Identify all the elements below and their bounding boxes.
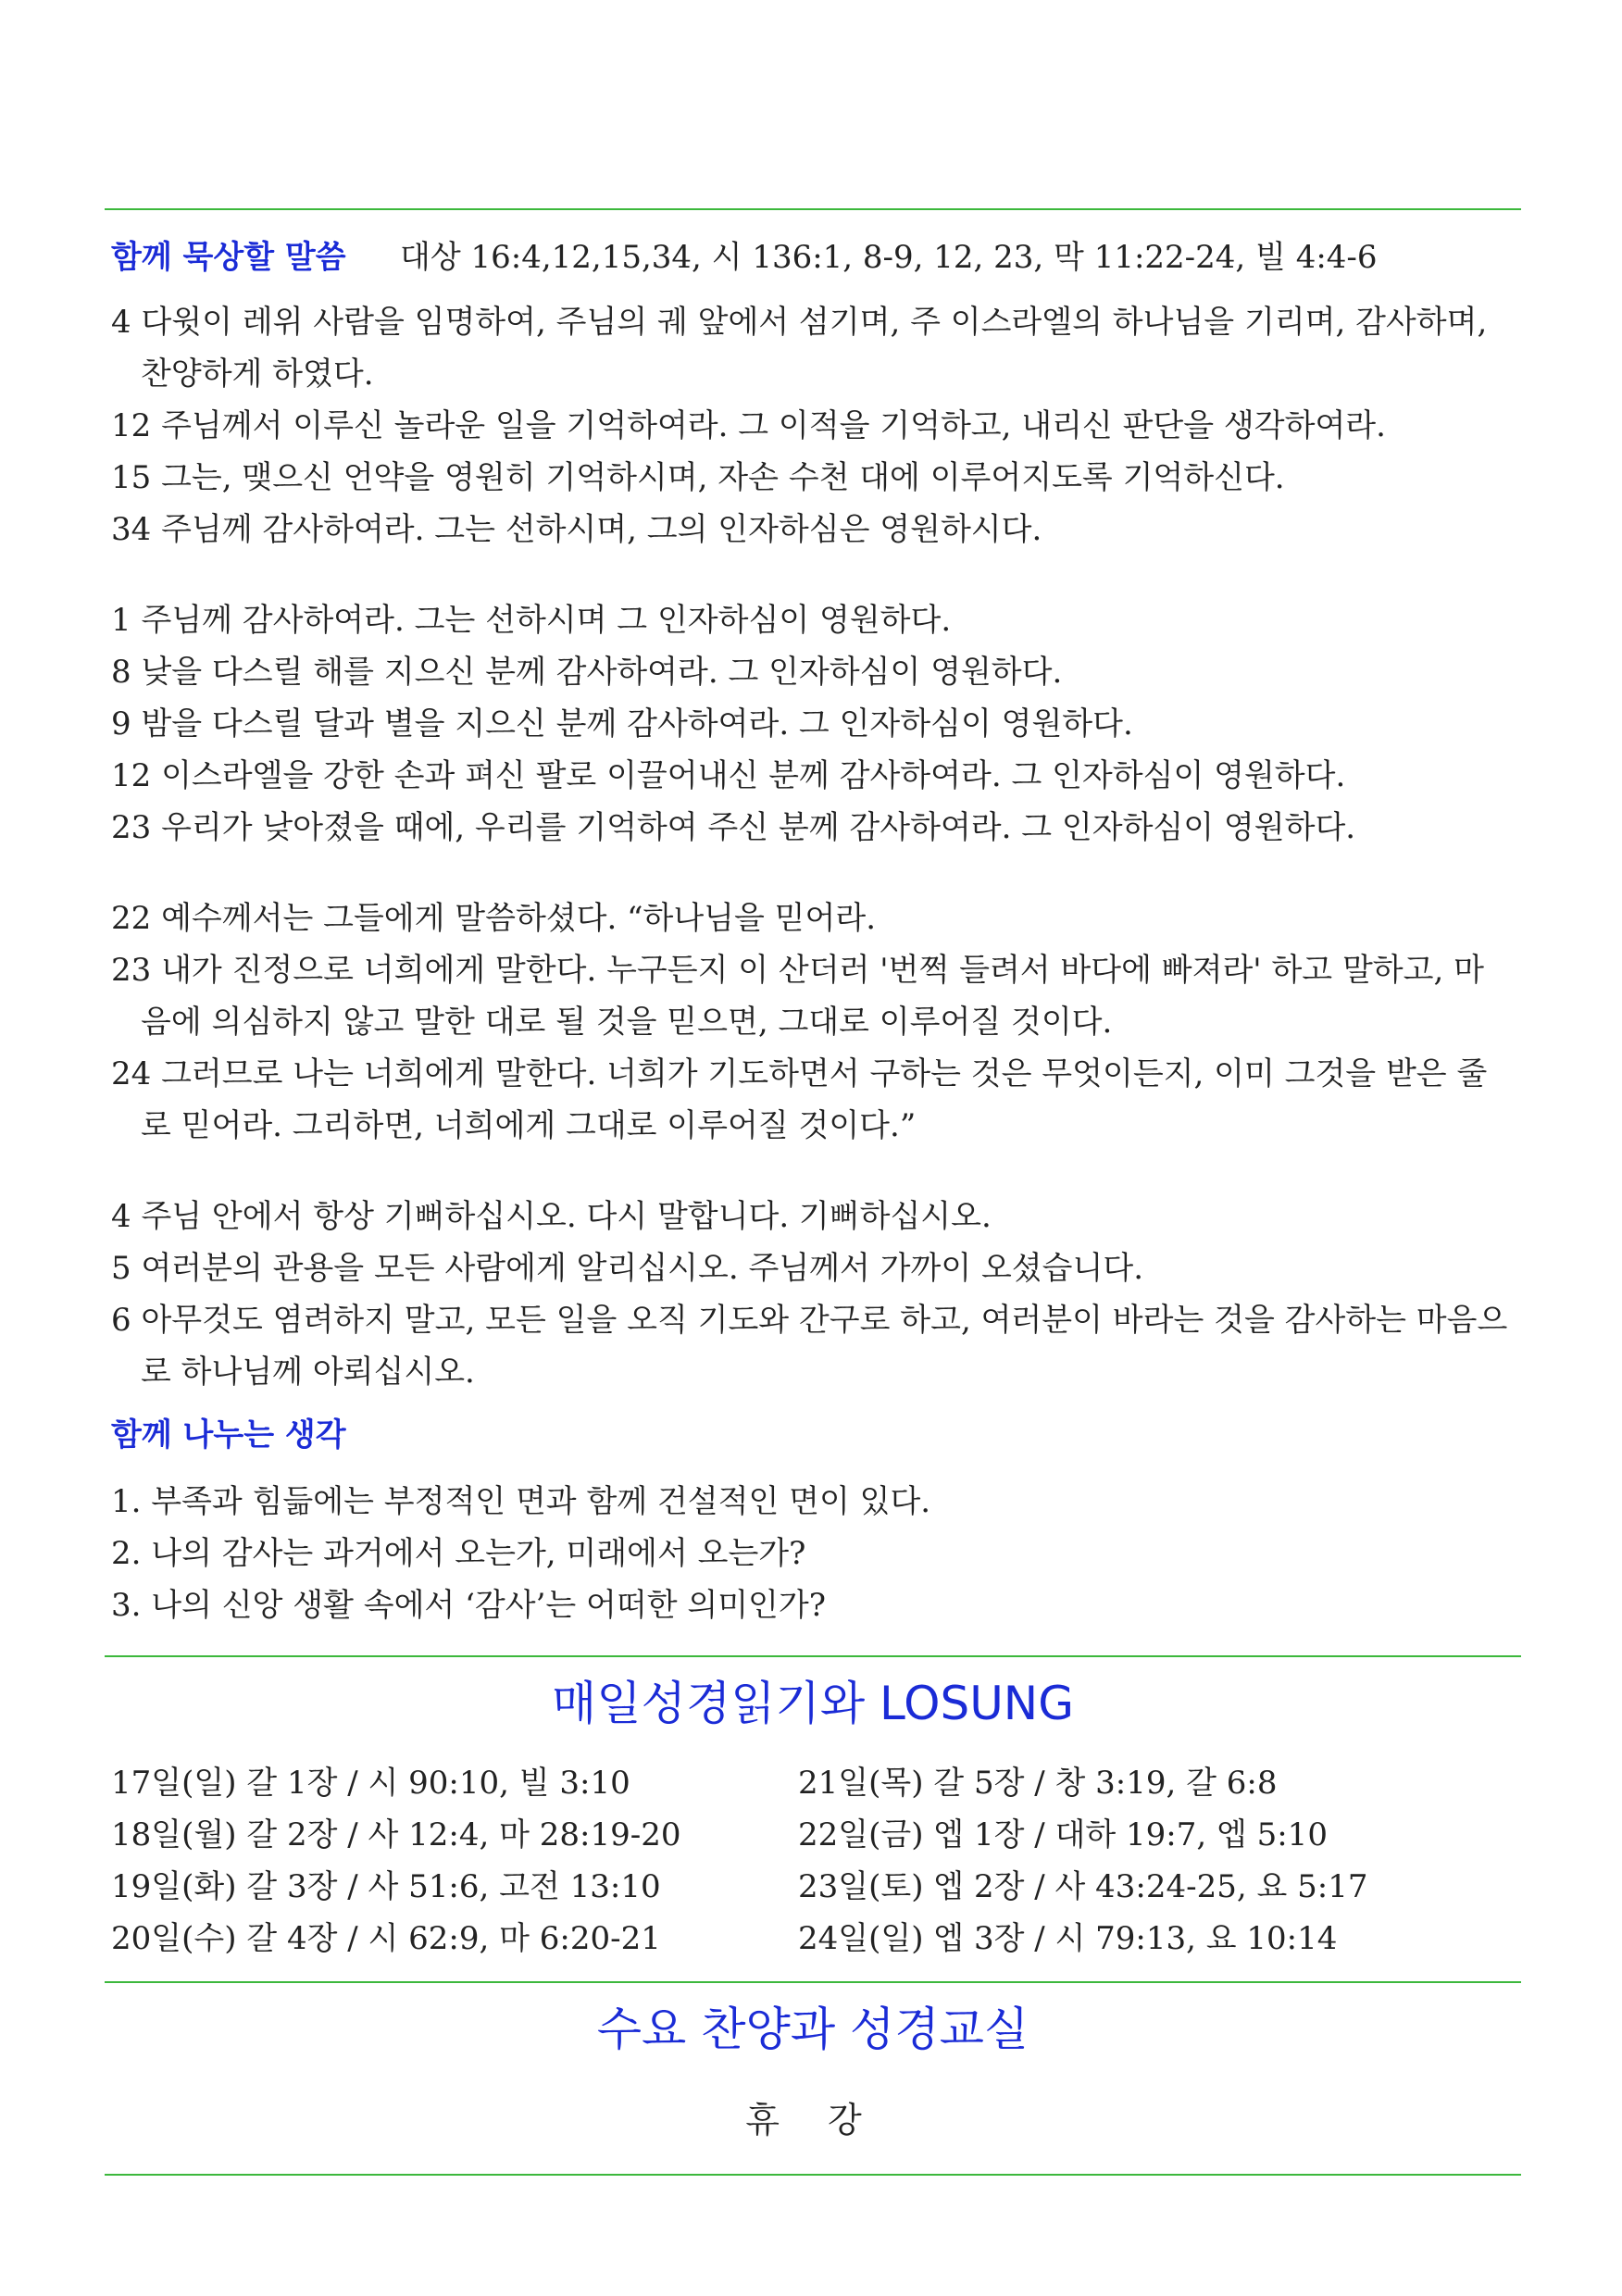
sharing-item: 2. 나의 감사는 과거에서 오는가, 미래에서 오는가?: [111, 1535, 806, 1572]
verse-line: 4 주님 안에서 항상 기뻐하십시오. 다시 말합니다. 기뻐하십시오.: [111, 1198, 992, 1235]
verse-line: 12 주님께서 이루신 놀라운 일을 기억하여라. 그 이적을 기억하고, 내리신 판단을 생각하여라.: [111, 407, 1386, 444]
verse-line: 22 예수께서는 그들에게 말씀하셨다. “하나님을 믿어라.: [111, 900, 877, 937]
verse-line: 9 밤을 다스릴 달과 별을 지으신 분께 감사하여라. 그 인자하심이 영원하다.: [111, 705, 1133, 742]
verse-line: 찬양하게 하였다.: [141, 356, 374, 393]
reading-entry: 18일(월) 갈 2장 / 사 12:4, 마 28:19-20: [111, 1816, 681, 1853]
reading-entry: 23일(토) 엡 2장 / 사 43:24-25, 요 5:17: [798, 1868, 1368, 1905]
verse-line: 로 하나님께 아뢰십시오.: [141, 1354, 475, 1391]
wednesday-title: 수요 찬양과 성경교실: [596, 2003, 1029, 2056]
verse-line: 8 낮을 다스릴 해를 지으신 분께 감사하여라. 그 인자하심이 영원하다.: [111, 654, 1063, 691]
verse-line: 5 여러분의 관용을 모든 사람에게 알리십시오. 주님께서 가까이 오셨습니다.: [111, 1250, 1144, 1287]
reading-entry: 21일(목) 갈 5장 / 창 3:19, 갈 6:8: [798, 1765, 1278, 1802]
reading-entry: 19일(화) 갈 3장 / 사 51:6, 고전 13:10: [111, 1868, 661, 1905]
top-divider: [105, 208, 1521, 210]
meditation-heading: 함께 묵상할 말씀: [111, 239, 346, 276]
sharing-item: 3. 나의 신앙 생활 속에서 ‘감사’는 어떠한 의미인가?: [111, 1587, 826, 1624]
verse-line: 음에 의심하지 않고 말한 대로 될 것을 믿으면, 그대로 이루어질 것이다.: [141, 1004, 1113, 1041]
verse-line: 12 이스라엘을 강한 손과 펴신 팔로 이끌어내신 분께 감사하여라. 그 인자하심이 영원하다.: [111, 757, 1346, 794]
wednesday-divider: [105, 1981, 1521, 1983]
reading-entry: 20일(수) 갈 4장 / 시 62:9, 마 6:20-21: [111, 1920, 661, 1957]
verse-line: 24 그러므로 나는 너희에게 말한다. 너희가 기도하면서 구하는 것은 무엇이든지, 이미 그것을 받은 줄: [111, 1055, 1488, 1092]
reading-entry: 22일(금) 엡 1장 / 대하 19:7, 엡 5:10: [798, 1816, 1328, 1853]
verse-line: 15 그는, 맺으신 언약을 영원히 기억하시며, 자손 수천 대에 이루어지도록 기억하신다.: [111, 459, 1285, 496]
meditation-references: 대상 16:4,12,15,34, 시 136:1, 8-9, 12, 23, 막 11:22-24, 빌 4:4-6: [400, 239, 1378, 276]
bottom-divider: [105, 2174, 1521, 2176]
daily-reading-title: 매일성경읽기와 LOSUNG: [552, 1677, 1074, 1730]
verse-line: 6 아무것도 염려하지 말고, 모든 일을 오직 기도와 간구로 하고, 여러분이 바라는 것을 감사하는 마음으: [111, 1302, 1508, 1339]
verse-line: 23 우리가 낮아졌을 때에, 우리를 기억하여 주신 분께 감사하여라. 그 인자하심이 영원하다.: [111, 809, 1356, 846]
reading-divider: [105, 1655, 1521, 1657]
verse-line: 34 주님께 감사하여라. 그는 선하시며, 그의 인자하심은 영원하시다.: [111, 511, 1042, 548]
verse-line: 4 다윗이 레위 사람을 임명하여, 주님의 궤 앞에서 섬기며, 주 이스라엘의 하나님을 기리며, 감사하며,: [111, 304, 1488, 341]
verse-line: 1 주님께 감사하여라. 그는 선하시며 그 인자하심이 영원하다.: [111, 602, 952, 639]
sharing-heading: 함께 나누는 생각: [111, 1416, 346, 1454]
reading-entry: 17일(일) 갈 1장 / 시 90:10, 빌 3:10: [111, 1765, 630, 1802]
verse-line: 23 내가 진정으로 너희에게 말한다. 누구든지 이 산더러 '번쩍 들려서 바다에 빠져라' 하고 말하고, 마: [111, 952, 1484, 989]
wednesday-notice: 휴 강: [745, 2100, 880, 2140]
reading-entry: 24일(일) 엡 3장 / 시 79:13, 요 10:14: [798, 1920, 1338, 1957]
sharing-item: 1. 부족과 힘듦에는 부정적인 면과 함께 건설적인 면이 있다.: [111, 1483, 931, 1520]
verse-line: 로 믿어라. 그리하면, 너희에게 그대로 이루어질 것이다.”: [141, 1107, 917, 1144]
